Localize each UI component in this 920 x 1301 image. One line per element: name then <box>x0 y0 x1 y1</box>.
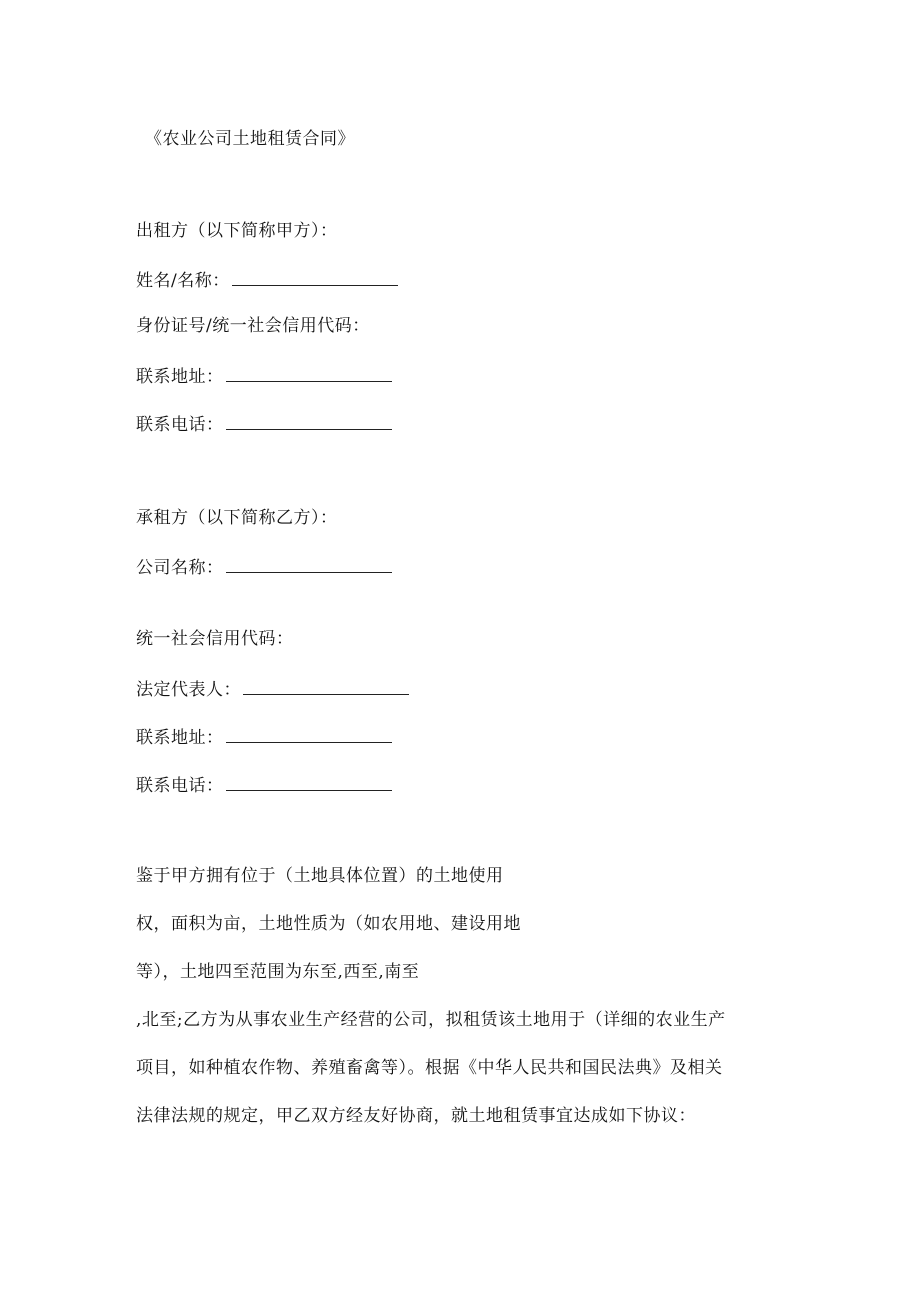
lessor-address-label: 联系地址： <box>136 367 224 387</box>
lessee-phone-label: 联系电话： <box>136 776 224 796</box>
preamble-line: 项目，如种植农作物、养殖畜禽等）。根据《中华人民共和国民法典》及相关 <box>136 1058 723 1078</box>
lessor-address-blank[interactable] <box>226 363 392 382</box>
lessor-name-row <box>136 267 398 292</box>
preamble-line: 鉴于甲方拥有位于（土地具体位置）的土地使用 <box>136 866 504 886</box>
lessee-company-blank[interactable] <box>226 554 392 573</box>
lessee-legal-rep-blank[interactable] <box>243 676 409 695</box>
lessee-phone-row <box>136 772 392 797</box>
lessee-company-label: 公司名称： <box>136 558 224 578</box>
preamble-line: 法律法规的规定，甲乙双方经友好协商，就土地租赁事宜达成如下协议： <box>136 1106 696 1126</box>
lessor-phone-blank[interactable] <box>226 411 392 430</box>
lessee-heading: 承租方（以下简称乙方）： <box>136 508 338 528</box>
lessee-legal-rep-row <box>136 676 409 701</box>
preamble-line: ,北至;乙方为从事农业生产经营的公司，拟租赁该土地用于（详细的农业生产 <box>136 1010 726 1030</box>
lessor-id-label: 身份证号/统一社会信用代码： <box>136 316 370 336</box>
lessee-legal-rep-label: 法定代表人： <box>136 680 241 700</box>
lessor-phone-row <box>136 411 392 436</box>
preamble-line: 等），土地四至范围为东至,西至,南至 <box>136 962 420 982</box>
lessee-phone-blank[interactable] <box>226 772 392 791</box>
lessee-address-row <box>136 724 392 749</box>
lessor-address-row <box>136 363 392 388</box>
lessor-phone-label: 联系电话： <box>136 415 224 435</box>
lessee-credit-code-label: 统一社会信用代码： <box>136 629 294 649</box>
lessor-name-label: 姓名/名称： <box>136 271 230 291</box>
lessee-address-label: 联系地址： <box>136 728 224 748</box>
lessor-heading: 出租方（以下简称甲方）： <box>136 221 338 241</box>
lessor-name-blank[interactable] <box>232 267 398 286</box>
contract-title: 《农业公司土地租赁合同》 <box>145 129 355 149</box>
lessee-company-row <box>136 554 392 579</box>
lessee-address-blank[interactable] <box>226 724 392 743</box>
preamble-line: 权，面积为亩，土地性质为（如农用地、建设用地 <box>136 914 521 934</box>
